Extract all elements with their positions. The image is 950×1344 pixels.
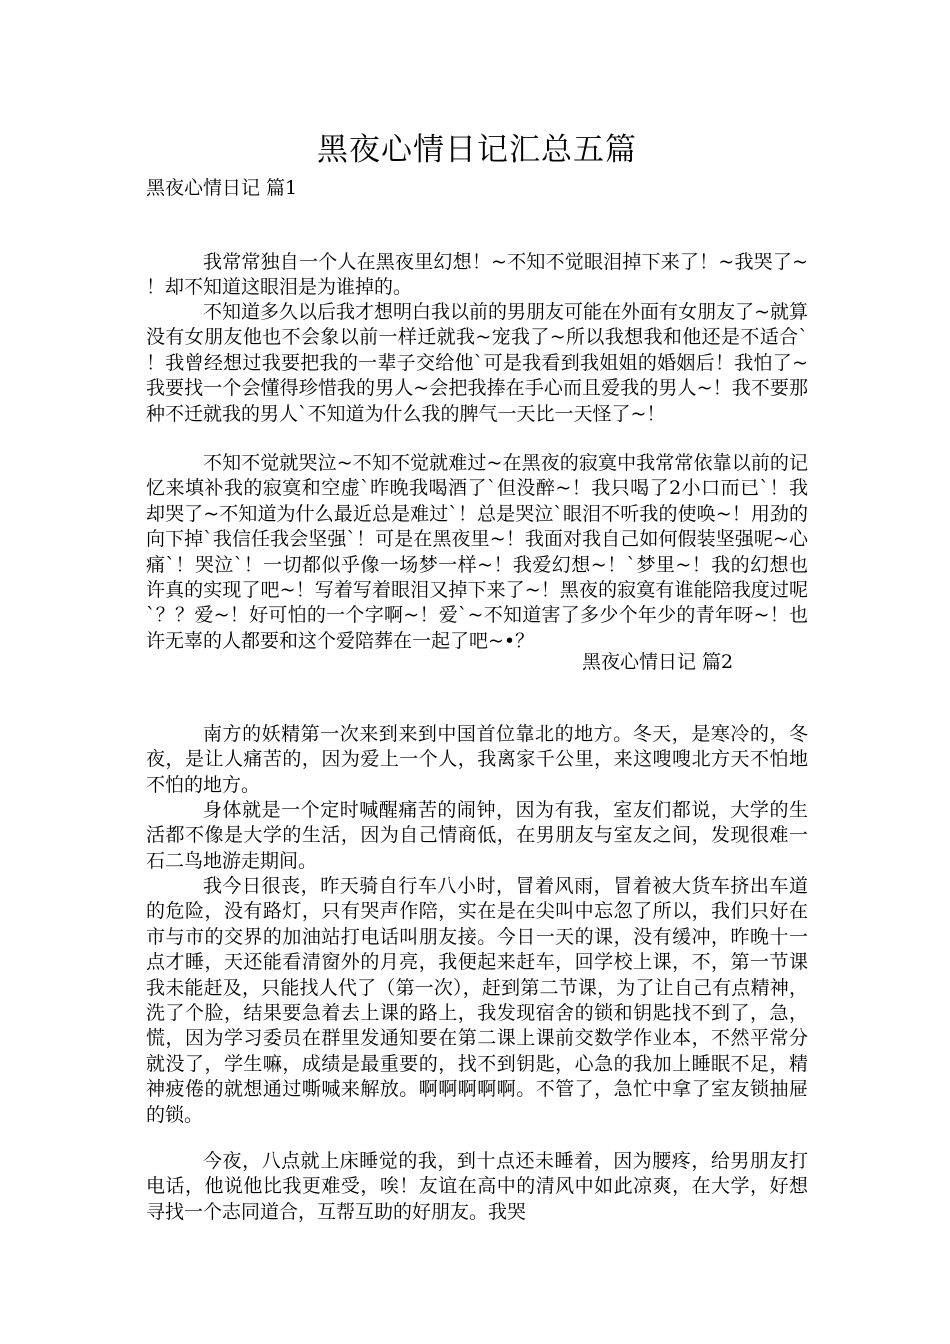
section-heading-2: 黑夜心情日记 篇2 — [582, 651, 734, 673]
paragraph: 我今日很丧，昨天骑自行车八小时，冒着风雨，冒着被大货车挤出车道的危险，没有路灯，只有哭声作陪，实在是在尖叫中忘忽了所以，我们只好在市与市的交界的加油站打电话叫朋友接。今日一天的课，没有缓冲，昨晚十一点才睡，天还能看清窗外的月亮，我便起来赶车，回学校上课，不，第一节课我未能赶及，只能找人代了（第一次），赶到第二节课，为了让自己有点精神，洗了个脸，结果要急着去上课的路上，我发现宿舍的锁和钥匙找不到了，急，慌，因为学习委员在群里发通知要在第二课上课前交数学作业本，不然平常分就没了，学生嘛，成绩是最重要的，找不到钥匙，心急的我加上睡眠不足，精神疲倦的就想通过嘶喊来解放。啊啊啊啊啊。不管了，急忙中拿了室友锁抽屉的锁。 — [146, 875, 808, 1126]
document-title: 黑夜心情日记汇总五篇 — [317, 132, 637, 168]
paragraph: 今夜，八点就上床睡觉的我，到十点还未睡着，因为腰疼，给男朋友打电话，他说他比我更难受，唉！友谊在高中的清风中如此凉爽，在大学，好想寻找一个志同道合，互帮互助的好朋友。我哭 — [146, 1150, 808, 1223]
paragraph: 南方的妖精第一次来到来到中国首位靠北的地方。冬天，是寒冷的，冬夜，是让人痛苦的，因为爱上一个人，我离家千公里，来这嗖嗖北方天不怕地不怕的地方。 — [146, 723, 808, 796]
paragraph: 不知不觉就哭泣~不知不觉就难过~在黑夜的寂寞中我常常依靠以前的记忆来填补我的寂寞和空虚`昨晚我喝酒了`但没醉~！我只喝了2小口而已`！我却哭了~不知道为什么最近总是难过`！总是哭泣`眼泪不听我的使唤~！用劲的向下掉`我信任我会坚强`！可是在黑夜里~！我面对我自己如何假装坚强呢~心痛`！哭泣`！一切都似乎像一场梦一样~！我爱幻想~！`梦里~！我的幻想也许真的实现了吧~！写着写着眼泪又掉下来了~！黑夜的寂寞有谁能陪我度过呢`？？爱~！好可怕的一个字啊~！爱`~不知道害了多少个年少的青年呀~！也许无辜的人都要和这个爱陪葬在一起了吧~•？ — [146, 452, 808, 652]
section-heading-1: 黑夜心情日记 篇1 — [146, 177, 298, 199]
paragraph: 身体就是一个定时喊醒痛苦的闹钟，因为有我，室友们都说，大学的生活都不像是大学的生活，因为自己情商低，在男朋友与室友之间，发现很难一石二鸟地游走期间。 — [146, 799, 808, 872]
paragraph: 不知道多久以后我才想明白我以前的男朋友可能在外面有女朋友了~就算没有女朋友他也不会象以前一样迁就我~宠我了~所以我想我和他还是不适合`！我曾经想过我要把我的一辈子交给他`可是我看到我姐姐的婚姻后！我怕了~我要找一个会懂得珍惜我的男人~会把我捧在手心而且爱我的男人~！我不要那种不迁就我的男人`不知道为什么我的脾气一天比一天怪了~！ — [146, 301, 808, 425]
paragraph: 我常常独自一个人在黑夜里幻想！~不知不觉眼泪掉下来了！~我哭了~！却不知道这眼泪是为谁掉的。 — [146, 251, 808, 299]
